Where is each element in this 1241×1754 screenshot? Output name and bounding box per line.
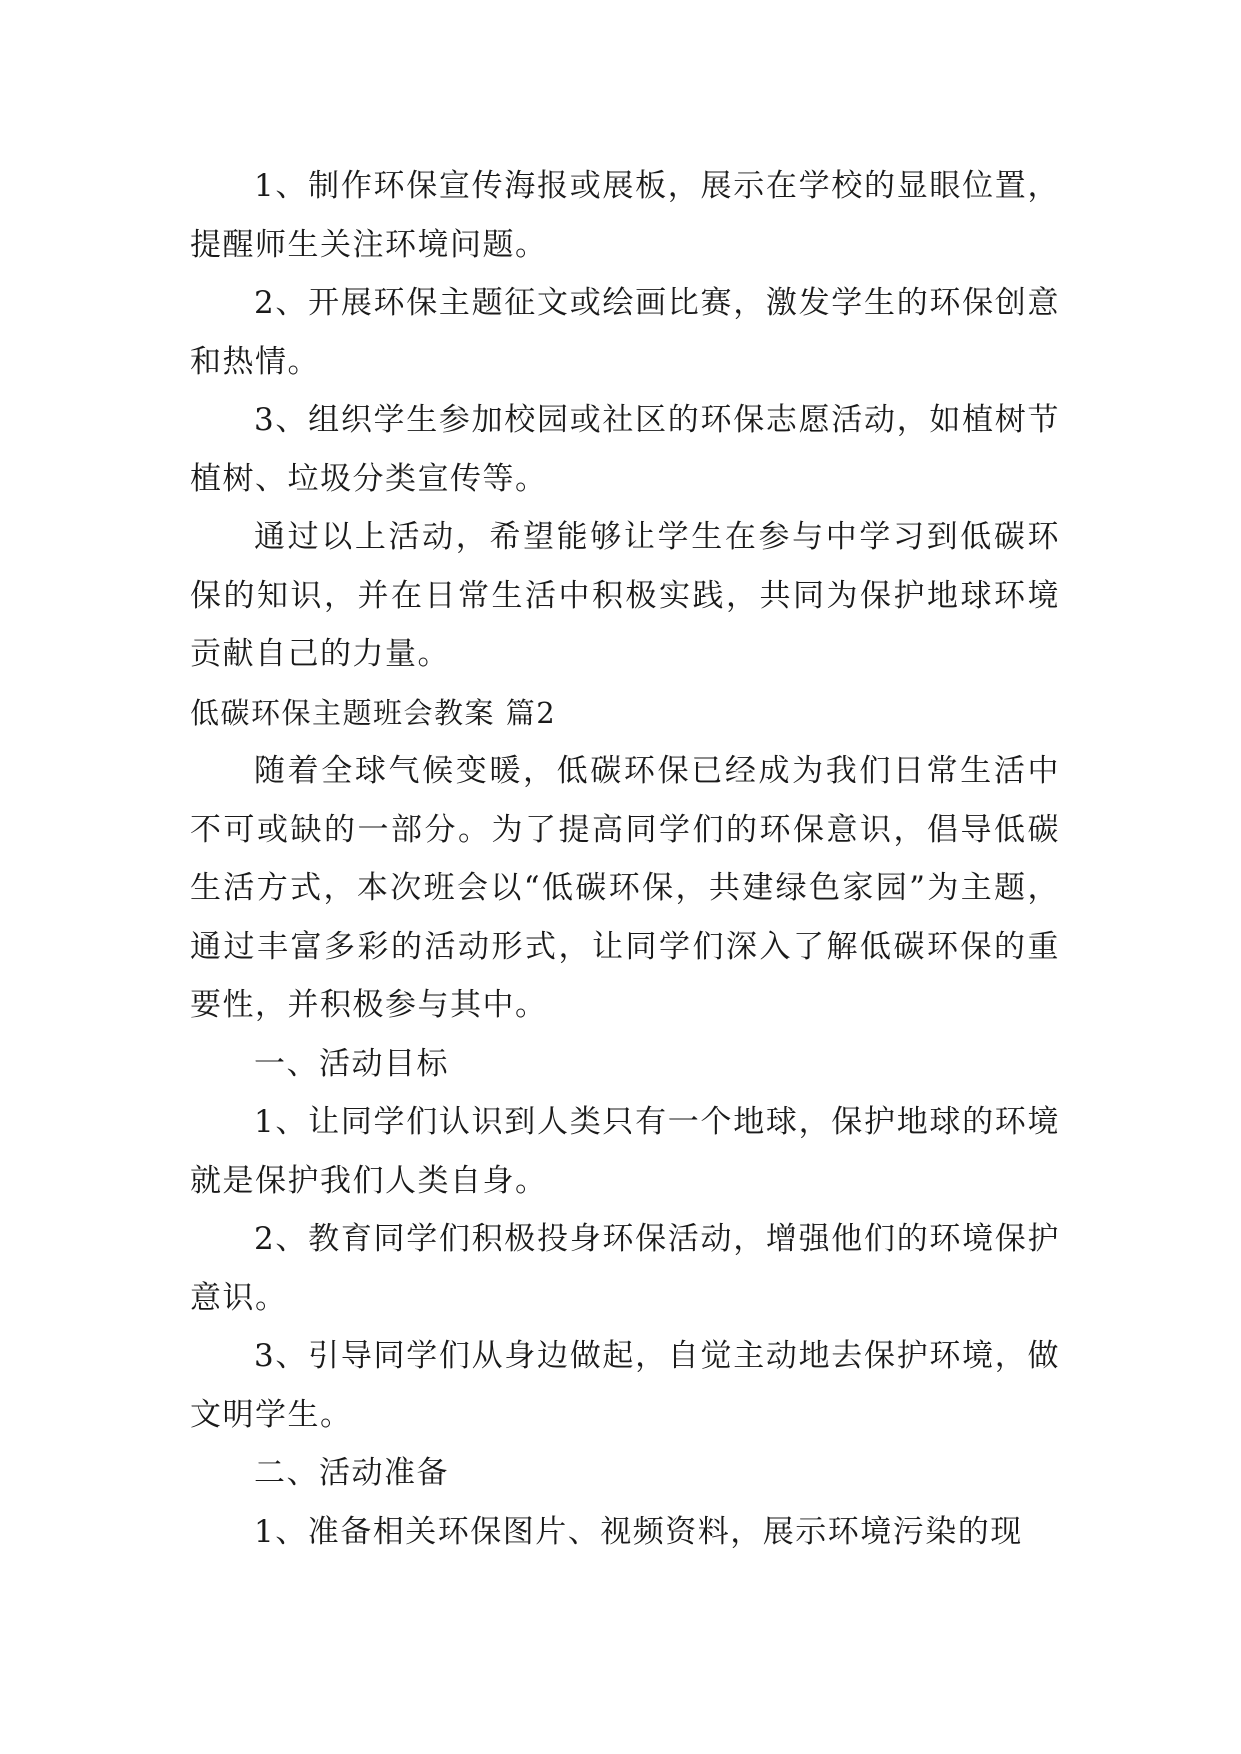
paragraph-goal-3: 3、引导同学们从身边做起，自觉主动地去保护环境，做文明学生。 xyxy=(190,1338,1060,1433)
document-body xyxy=(190,157,1060,1561)
paragraph-summary: 通过以上活动，希望能够让学生在参与中学习到低碳环保的知识，并在日常生活中积极实践，共同为保护地球环境贡献自己的力量。 xyxy=(190,519,1060,672)
section-heading: 低碳环保主题班会教案 篇2 xyxy=(190,695,557,730)
paragraph-introduction: 随着全球气候变暖，低碳环保已经成为我们日常生活中不可或缺的一部分。为了提高同学们的环保意识，倡导低碳生活方式，本次班会以“低碳环保，共建绿色家园”为主题，通过丰富多彩的活动形式，让同学们深入了解低碳环保的重要性，并积极参与其中。 xyxy=(190,753,1060,1023)
subheading-activity-goals: 一、活动目标 xyxy=(254,1045,449,1082)
subheading-activity-preparation: 二、活动准备 xyxy=(254,1455,449,1491)
paragraph-goal-2: 2、教育同学们积极投身环保活动，增强他们的环境保护意识。 xyxy=(190,1221,1060,1316)
paragraph-essay-contest: 2、开展环保主题征文或绘画比赛，激发学生的环保创意和热情。 xyxy=(190,285,1060,380)
paragraph-preparation-1: 1、准备相关环保图片、视频资料，展示环境污染的现 xyxy=(254,1513,1023,1550)
paragraph-goal-1: 1、让同学们认识到人类只有一个地球，保护地球的环境就是保护我们人类自身。 xyxy=(190,1104,1060,1199)
paragraph-poster-activity: 1、制作环保宣传海报或展板，展示在学校的显眼位置，提醒师生关注环境问题。 xyxy=(190,168,1060,263)
paragraph-volunteer-activity: 3、组织学生参加校园或社区的环保志愿活动，如植树节植树、垃圾分类宣传等。 xyxy=(190,402,1060,497)
